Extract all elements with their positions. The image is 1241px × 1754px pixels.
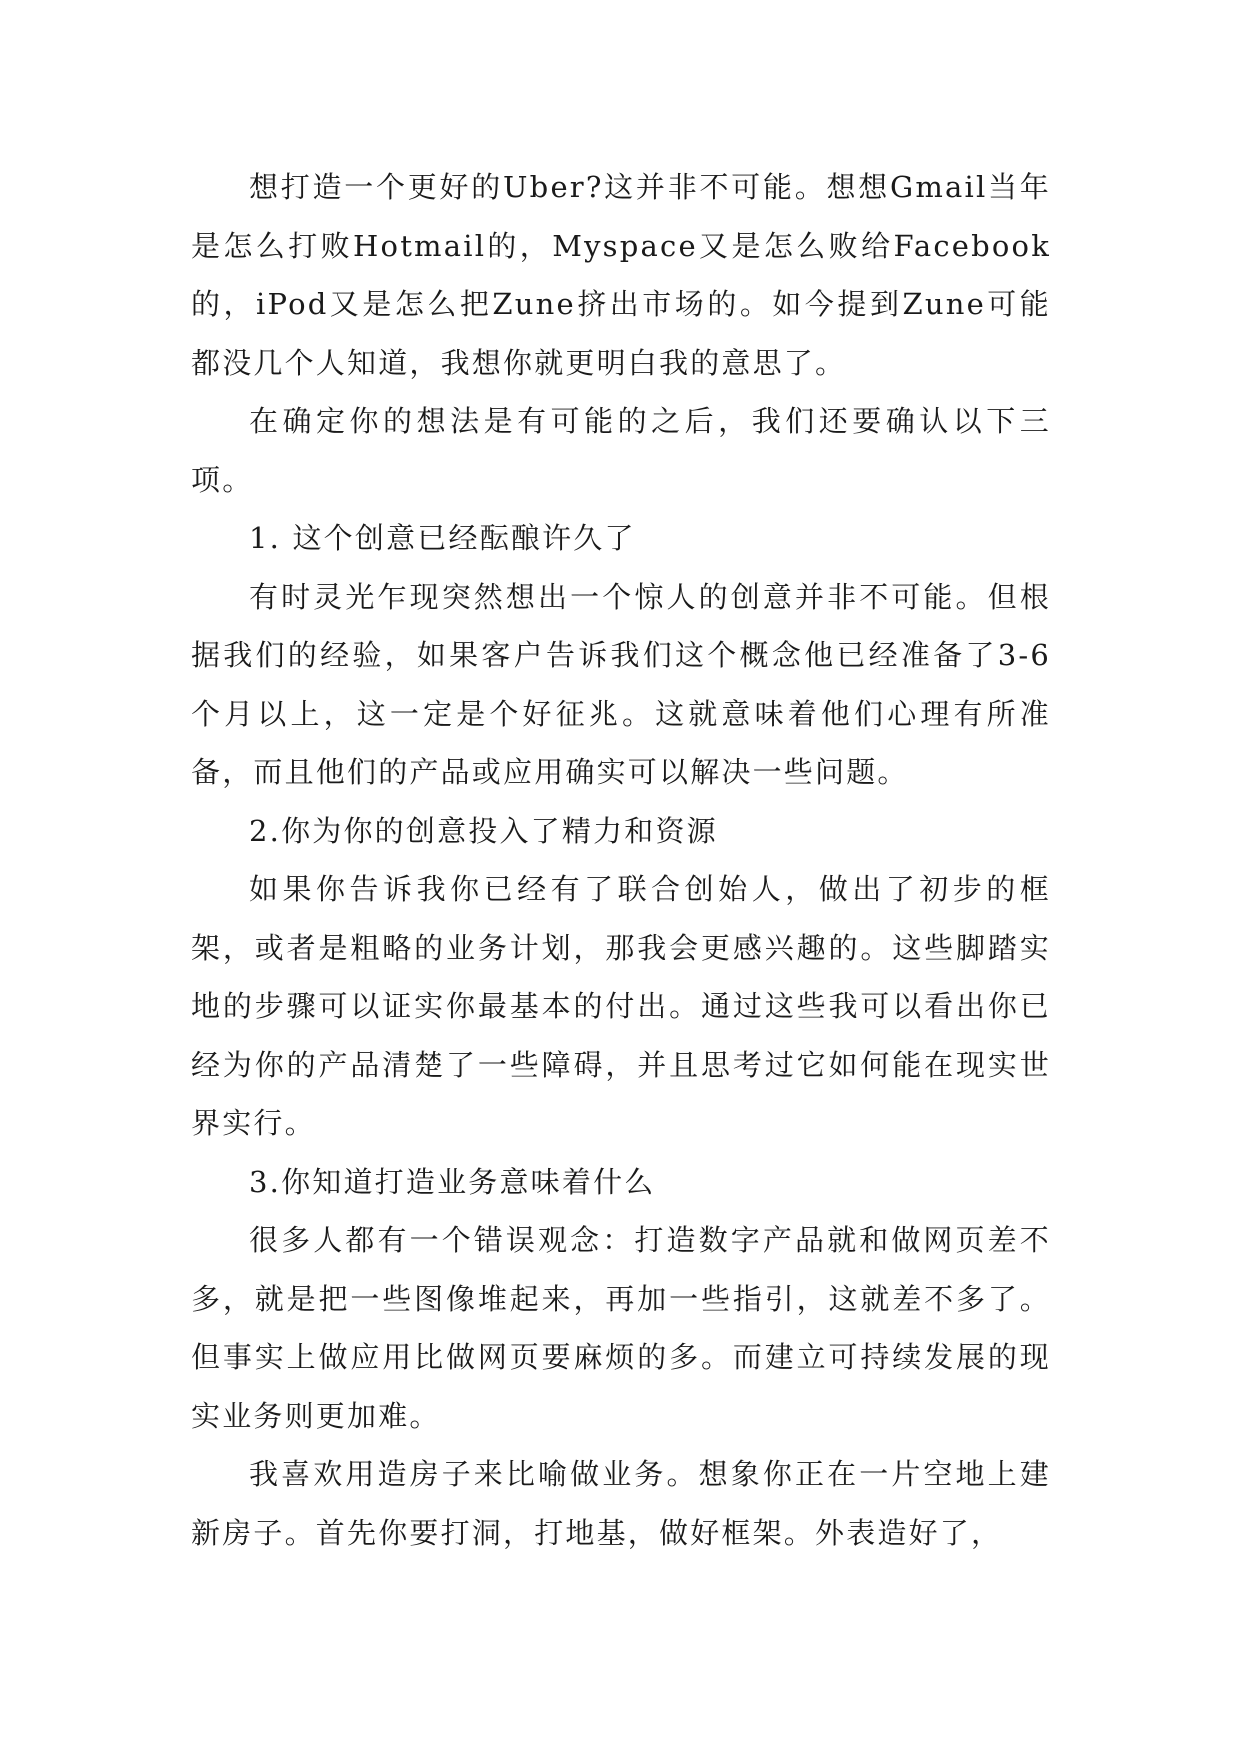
paragraph-point-1: 有时灵光乍现突然想出一个惊人的创意并非不可能。但根据我们的经验，如果客户告诉我们这个概念他已经准备了3-6个月以上，这一定是个好征兆。这就意味着他们心理有所准备，而且他们的产品或应用确实可以解决一些问题。 xyxy=(191,579,1051,789)
paragraph-three-checks: 在确定你的想法是有可能的之后，我们还要确认以下三项。 xyxy=(191,404,1051,497)
paragraph-house-metaphor: 我喜欢用造房子来比喻做业务。想象你正在一片空地上建新房子。首先你要打洞，打地基，做好框架。外表造好了， xyxy=(191,1457,1051,1550)
heading-point-2: 2.你为你的创意投入了精力和资源 xyxy=(249,813,718,848)
paragraph-intro: 想打造一个更好的Uber?这并非不可能。想想Gmail当年是怎么打败Hotmail的，Myspace又是怎么败给Facebook的，iPod又是怎么把Zune挤出市场的。如今提到Zune可能都没几个人知道，我想你就更明白我的意思了。 xyxy=(191,170,1051,380)
paragraph-point-3: 很多人都有一个错误观念：打造数字产品就和做网页差不多，就是把一些图像堆起来，再加一些指引，这就差不多了。但事实上做应用比做网页要麻烦的多。而建立可持续发展的现实业务则更加难。 xyxy=(191,1223,1051,1433)
paragraph-point-2: 如果你告诉我你已经有了联合创始人，做出了初步的框架，或者是粗略的业务计划，那我会更感兴趣的。这些脚踏实地的步骤可以证实你最基本的付出。通过这些我可以看出你已经为你的产品清楚了一些障碍，并且思考过它如何能在现实世界实行。 xyxy=(191,872,1051,1140)
heading-point-1: 1. 这个创意已经酝酿许久了 xyxy=(249,521,636,555)
document-body xyxy=(191,158,1051,1562)
heading-point-3: 3.你知道打造业务意味着什么 xyxy=(249,1164,656,1199)
